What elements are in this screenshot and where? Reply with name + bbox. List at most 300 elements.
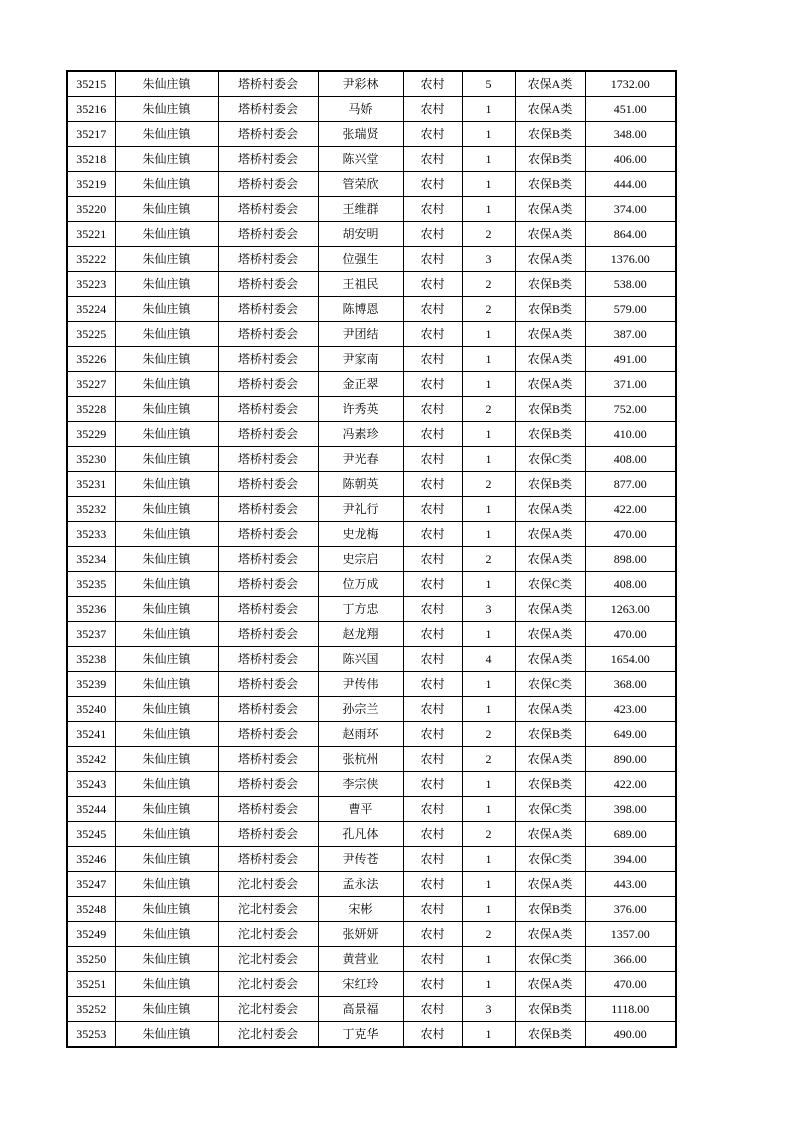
cell-residence-type: 农村 [403, 897, 462, 922]
cell-amount: 1376.00 [585, 247, 676, 272]
table-row [67, 272, 676, 297]
cell-insurance-category: 农保C类 [515, 847, 585, 872]
records-table [66, 70, 677, 1048]
cell-person-name: 赵雨环 [318, 722, 403, 747]
cell-person-name: 许秀英 [318, 397, 403, 422]
cell-residence-type: 农村 [403, 497, 462, 522]
cell-insurance-category: 农保A类 [515, 922, 585, 947]
cell-residence-type: 农村 [403, 572, 462, 597]
cell-residence-type: 农村 [403, 197, 462, 222]
cell-insurance-category: 农保A类 [515, 322, 585, 347]
cell-person-name: 陈兴堂 [318, 147, 403, 172]
cell-residence-type: 农村 [403, 372, 462, 397]
cell-record-id: 35243 [67, 772, 115, 797]
cell-residence-type: 农村 [403, 872, 462, 897]
cell-amount: 422.00 [585, 772, 676, 797]
cell-person-name: 陈朝英 [318, 472, 403, 497]
cell-person-name: 王祖民 [318, 272, 403, 297]
cell-town: 朱仙庄镇 [115, 747, 218, 772]
table-row [67, 547, 676, 572]
cell-record-id: 35218 [67, 147, 115, 172]
cell-town: 朱仙庄镇 [115, 197, 218, 222]
cell-village-committee: 塔桥村委会 [218, 822, 318, 847]
cell-person-name: 王维群 [318, 197, 403, 222]
cell-insurance-category: 农保B类 [515, 997, 585, 1022]
cell-residence-type: 农村 [403, 322, 462, 347]
cell-person-count: 1 [462, 847, 515, 872]
cell-insurance-category: 农保C类 [515, 447, 585, 472]
cell-insurance-category: 农保A类 [515, 697, 585, 722]
cell-person-count: 1 [462, 1022, 515, 1048]
table-row [67, 947, 676, 972]
cell-amount: 1118.00 [585, 997, 676, 1022]
table-row [67, 647, 676, 672]
cell-residence-type: 农村 [403, 797, 462, 822]
cell-person-name: 金正翠 [318, 372, 403, 397]
cell-record-id: 35251 [67, 972, 115, 997]
cell-person-count: 1 [462, 622, 515, 647]
cell-insurance-category: 农保C类 [515, 947, 585, 972]
cell-amount: 579.00 [585, 297, 676, 322]
cell-village-committee: 沱北村委会 [218, 922, 318, 947]
cell-record-id: 35219 [67, 172, 115, 197]
cell-village-committee: 塔桥村委会 [218, 497, 318, 522]
cell-person-name: 陈兴国 [318, 647, 403, 672]
cell-record-id: 35238 [67, 647, 115, 672]
cell-village-committee: 塔桥村委会 [218, 372, 318, 397]
cell-person-name: 尹传苍 [318, 847, 403, 872]
cell-residence-type: 农村 [403, 522, 462, 547]
cell-record-id: 35247 [67, 872, 115, 897]
cell-record-id: 35249 [67, 922, 115, 947]
cell-record-id: 35223 [67, 272, 115, 297]
table-row [67, 172, 676, 197]
cell-record-id: 35252 [67, 997, 115, 1022]
cell-amount: 376.00 [585, 897, 676, 922]
table-row [67, 922, 676, 947]
cell-insurance-category: 农保A类 [515, 647, 585, 672]
cell-person-name: 位万成 [318, 572, 403, 597]
cell-town: 朱仙庄镇 [115, 122, 218, 147]
cell-person-name: 尹传伟 [318, 672, 403, 697]
table-row [67, 797, 676, 822]
cell-town: 朱仙庄镇 [115, 922, 218, 947]
cell-insurance-category: 农保B类 [515, 297, 585, 322]
cell-person-name: 张瑞贤 [318, 122, 403, 147]
cell-person-count: 3 [462, 597, 515, 622]
cell-record-id: 35253 [67, 1022, 115, 1048]
cell-residence-type: 农村 [403, 947, 462, 972]
cell-insurance-category: 农保B类 [515, 1022, 585, 1048]
cell-town: 朱仙庄镇 [115, 71, 218, 97]
cell-person-name: 孟永法 [318, 872, 403, 897]
cell-village-committee: 塔桥村委会 [218, 122, 318, 147]
cell-record-id: 35235 [67, 572, 115, 597]
cell-person-count: 1 [462, 872, 515, 897]
cell-town: 朱仙庄镇 [115, 797, 218, 822]
cell-town: 朱仙庄镇 [115, 322, 218, 347]
cell-village-committee: 塔桥村委会 [218, 322, 318, 347]
cell-amount: 410.00 [585, 422, 676, 447]
cell-record-id: 35250 [67, 947, 115, 972]
cell-town: 朱仙庄镇 [115, 222, 218, 247]
cell-person-count: 1 [462, 422, 515, 447]
cell-residence-type: 农村 [403, 922, 462, 947]
cell-village-committee: 沱北村委会 [218, 947, 318, 972]
cell-person-count: 2 [462, 472, 515, 497]
cell-village-committee: 塔桥村委会 [218, 747, 318, 772]
table-row [67, 622, 676, 647]
cell-person-name: 尹礼行 [318, 497, 403, 522]
cell-town: 朱仙庄镇 [115, 997, 218, 1022]
cell-village-committee: 塔桥村委会 [218, 722, 318, 747]
cell-person-count: 1 [462, 522, 515, 547]
cell-village-committee: 沱北村委会 [218, 872, 318, 897]
table-row [67, 997, 676, 1022]
cell-insurance-category: 农保A类 [515, 372, 585, 397]
cell-insurance-category: 农保B类 [515, 722, 585, 747]
table-row [67, 472, 676, 497]
table-row [67, 422, 676, 447]
cell-insurance-category: 农保A类 [515, 522, 585, 547]
cell-village-committee: 塔桥村委会 [218, 71, 318, 97]
cell-village-committee: 塔桥村委会 [218, 697, 318, 722]
table-row [67, 222, 676, 247]
cell-amount: 890.00 [585, 747, 676, 772]
cell-record-id: 35230 [67, 447, 115, 472]
table-row [67, 822, 676, 847]
cell-record-id: 35226 [67, 347, 115, 372]
cell-amount: 1732.00 [585, 71, 676, 97]
records-tbody [67, 71, 676, 1047]
cell-residence-type: 农村 [403, 747, 462, 772]
cell-residence-type: 农村 [403, 622, 462, 647]
cell-town: 朱仙庄镇 [115, 97, 218, 122]
cell-person-count: 1 [462, 97, 515, 122]
cell-record-id: 35225 [67, 322, 115, 347]
cell-village-committee: 塔桥村委会 [218, 272, 318, 297]
cell-village-committee: 塔桥村委会 [218, 147, 318, 172]
cell-town: 朱仙庄镇 [115, 647, 218, 672]
cell-person-name: 曹平 [318, 797, 403, 822]
cell-person-count: 1 [462, 122, 515, 147]
cell-record-id: 35228 [67, 397, 115, 422]
cell-amount: 470.00 [585, 522, 676, 547]
cell-person-count: 1 [462, 697, 515, 722]
cell-town: 朱仙庄镇 [115, 872, 218, 897]
cell-town: 朱仙庄镇 [115, 947, 218, 972]
cell-person-count: 1 [462, 972, 515, 997]
cell-residence-type: 农村 [403, 1022, 462, 1048]
cell-person-count: 1 [462, 572, 515, 597]
cell-village-committee: 塔桥村委会 [218, 647, 318, 672]
cell-person-count: 3 [462, 997, 515, 1022]
cell-amount: 406.00 [585, 147, 676, 172]
cell-insurance-category: 农保B类 [515, 472, 585, 497]
cell-person-count: 3 [462, 247, 515, 272]
cell-insurance-category: 农保C类 [515, 572, 585, 597]
cell-record-id: 35237 [67, 622, 115, 647]
cell-person-count: 1 [462, 897, 515, 922]
cell-village-committee: 沱北村委会 [218, 972, 318, 997]
cell-insurance-category: 农保B类 [515, 147, 585, 172]
cell-person-count: 1 [462, 447, 515, 472]
cell-insurance-category: 农保B类 [515, 422, 585, 447]
cell-town: 朱仙庄镇 [115, 822, 218, 847]
cell-town: 朱仙庄镇 [115, 347, 218, 372]
cell-person-name: 高景福 [318, 997, 403, 1022]
table-row [67, 397, 676, 422]
cell-village-committee: 塔桥村委会 [218, 772, 318, 797]
cell-insurance-category: 农保B类 [515, 122, 585, 147]
cell-residence-type: 农村 [403, 697, 462, 722]
cell-person-name: 尹团结 [318, 322, 403, 347]
cell-amount: 394.00 [585, 847, 676, 872]
cell-person-name: 陈博恩 [318, 297, 403, 322]
cell-residence-type: 农村 [403, 597, 462, 622]
cell-residence-type: 农村 [403, 347, 462, 372]
cell-person-count: 1 [462, 147, 515, 172]
cell-residence-type: 农村 [403, 122, 462, 147]
table-row [67, 297, 676, 322]
cell-person-count: 2 [462, 272, 515, 297]
cell-amount: 1357.00 [585, 922, 676, 947]
cell-amount: 490.00 [585, 1022, 676, 1048]
cell-record-id: 35215 [67, 71, 115, 97]
cell-town: 朱仙庄镇 [115, 697, 218, 722]
cell-village-committee: 塔桥村委会 [218, 172, 318, 197]
cell-person-name: 史龙梅 [318, 522, 403, 547]
cell-insurance-category: 农保B类 [515, 897, 585, 922]
cell-insurance-category: 农保B类 [515, 272, 585, 297]
cell-residence-type: 农村 [403, 447, 462, 472]
cell-amount: 371.00 [585, 372, 676, 397]
cell-village-committee: 塔桥村委会 [218, 672, 318, 697]
cell-record-id: 35240 [67, 697, 115, 722]
cell-person-name: 尹家南 [318, 347, 403, 372]
cell-village-committee: 塔桥村委会 [218, 622, 318, 647]
cell-amount: 366.00 [585, 947, 676, 972]
cell-amount: 387.00 [585, 322, 676, 347]
cell-town: 朱仙庄镇 [115, 497, 218, 522]
cell-village-committee: 塔桥村委会 [218, 547, 318, 572]
cell-village-committee: 塔桥村委会 [218, 572, 318, 597]
cell-person-name: 位强生 [318, 247, 403, 272]
cell-person-count: 1 [462, 497, 515, 522]
cell-record-id: 35241 [67, 722, 115, 747]
cell-amount: 538.00 [585, 272, 676, 297]
cell-village-committee: 沱北村委会 [218, 1022, 318, 1048]
table-row [67, 722, 676, 747]
cell-village-committee: 塔桥村委会 [218, 397, 318, 422]
cell-amount: 368.00 [585, 672, 676, 697]
cell-amount: 1654.00 [585, 647, 676, 672]
cell-insurance-category: 农保A类 [515, 622, 585, 647]
cell-town: 朱仙庄镇 [115, 972, 218, 997]
cell-person-count: 2 [462, 297, 515, 322]
cell-insurance-category: 农保A类 [515, 247, 585, 272]
cell-person-count: 2 [462, 722, 515, 747]
cell-village-committee: 塔桥村委会 [218, 472, 318, 497]
cell-person-name: 宋红玲 [318, 972, 403, 997]
cell-record-id: 35221 [67, 222, 115, 247]
cell-residence-type: 农村 [403, 722, 462, 747]
cell-record-id: 35234 [67, 547, 115, 572]
cell-record-id: 35242 [67, 747, 115, 772]
cell-residence-type: 农村 [403, 997, 462, 1022]
cell-amount: 408.00 [585, 447, 676, 472]
table-row [67, 497, 676, 522]
cell-record-id: 35217 [67, 122, 115, 147]
cell-town: 朱仙庄镇 [115, 422, 218, 447]
cell-person-name: 丁方忠 [318, 597, 403, 622]
cell-residence-type: 农村 [403, 672, 462, 697]
cell-village-committee: 塔桥村委会 [218, 347, 318, 372]
table-row [67, 71, 676, 97]
cell-town: 朱仙庄镇 [115, 172, 218, 197]
cell-person-name: 丁克华 [318, 1022, 403, 1048]
cell-person-count: 2 [462, 547, 515, 572]
cell-person-count: 2 [462, 922, 515, 947]
cell-person-name: 张妍妍 [318, 922, 403, 947]
cell-record-id: 35222 [67, 247, 115, 272]
cell-residence-type: 农村 [403, 472, 462, 497]
cell-amount: 408.00 [585, 572, 676, 597]
cell-village-committee: 塔桥村委会 [218, 847, 318, 872]
cell-record-id: 35233 [67, 522, 115, 547]
cell-town: 朱仙庄镇 [115, 772, 218, 797]
cell-residence-type: 农村 [403, 172, 462, 197]
cell-insurance-category: 农保A类 [515, 71, 585, 97]
cell-residence-type: 农村 [403, 647, 462, 672]
cell-insurance-category: 农保A类 [515, 347, 585, 372]
cell-insurance-category: 农保B类 [515, 397, 585, 422]
table-row [67, 697, 676, 722]
cell-village-committee: 塔桥村委会 [218, 422, 318, 447]
cell-village-committee: 塔桥村委会 [218, 222, 318, 247]
cell-amount: 470.00 [585, 622, 676, 647]
cell-town: 朱仙庄镇 [115, 397, 218, 422]
cell-insurance-category: 农保A类 [515, 197, 585, 222]
cell-village-committee: 沱北村委会 [218, 997, 318, 1022]
cell-town: 朱仙庄镇 [115, 722, 218, 747]
cell-town: 朱仙庄镇 [115, 372, 218, 397]
cell-insurance-category: 农保A类 [515, 597, 585, 622]
cell-village-committee: 塔桥村委会 [218, 447, 318, 472]
table-row [67, 247, 676, 272]
cell-town: 朱仙庄镇 [115, 297, 218, 322]
cell-residence-type: 农村 [403, 272, 462, 297]
cell-insurance-category: 农保A类 [515, 497, 585, 522]
cell-insurance-category: 农保B类 [515, 172, 585, 197]
cell-amount: 898.00 [585, 547, 676, 572]
cell-amount: 491.00 [585, 347, 676, 372]
cell-person-name: 马娇 [318, 97, 403, 122]
cell-person-name: 黄营业 [318, 947, 403, 972]
cell-person-name: 孔凡体 [318, 822, 403, 847]
cell-town: 朱仙庄镇 [115, 247, 218, 272]
cell-amount: 1263.00 [585, 597, 676, 622]
cell-village-committee: 塔桥村委会 [218, 247, 318, 272]
cell-person-count: 4 [462, 647, 515, 672]
cell-village-committee: 塔桥村委会 [218, 97, 318, 122]
cell-residence-type: 农村 [403, 222, 462, 247]
cell-person-count: 1 [462, 347, 515, 372]
table-row [67, 772, 676, 797]
cell-town: 朱仙庄镇 [115, 897, 218, 922]
cell-amount: 422.00 [585, 497, 676, 522]
cell-village-committee: 塔桥村委会 [218, 597, 318, 622]
cell-record-id: 35220 [67, 197, 115, 222]
cell-person-name: 管荣欣 [318, 172, 403, 197]
table-row [67, 897, 676, 922]
table-row [67, 872, 676, 897]
cell-record-id: 35216 [67, 97, 115, 122]
cell-residence-type: 农村 [403, 547, 462, 572]
cell-insurance-category: 农保A类 [515, 97, 585, 122]
cell-record-id: 35227 [67, 372, 115, 397]
cell-town: 朱仙庄镇 [115, 672, 218, 697]
cell-record-id: 35229 [67, 422, 115, 447]
cell-person-name: 史宗启 [318, 547, 403, 572]
cell-record-id: 35231 [67, 472, 115, 497]
cell-person-name: 赵龙翔 [318, 622, 403, 647]
cell-person-name: 尹彩林 [318, 71, 403, 97]
cell-person-count: 2 [462, 222, 515, 247]
cell-amount: 423.00 [585, 697, 676, 722]
cell-amount: 444.00 [585, 172, 676, 197]
cell-village-committee: 塔桥村委会 [218, 797, 318, 822]
table-row [67, 1022, 676, 1048]
cell-village-committee: 沱北村委会 [218, 897, 318, 922]
table-row [67, 597, 676, 622]
cell-person-name: 孙宗兰 [318, 697, 403, 722]
cell-record-id: 35245 [67, 822, 115, 847]
cell-residence-type: 农村 [403, 422, 462, 447]
cell-residence-type: 农村 [403, 247, 462, 272]
cell-person-name: 李宗侠 [318, 772, 403, 797]
cell-village-committee: 塔桥村委会 [218, 197, 318, 222]
cell-insurance-category: 农保A类 [515, 547, 585, 572]
table-row [67, 197, 676, 222]
cell-person-count: 1 [462, 797, 515, 822]
cell-town: 朱仙庄镇 [115, 622, 218, 647]
cell-amount: 348.00 [585, 122, 676, 147]
table-row [67, 522, 676, 547]
cell-amount: 398.00 [585, 797, 676, 822]
cell-amount: 752.00 [585, 397, 676, 422]
cell-amount: 877.00 [585, 472, 676, 497]
cell-town: 朱仙庄镇 [115, 597, 218, 622]
cell-insurance-category: 农保A类 [515, 222, 585, 247]
cell-residence-type: 农村 [403, 147, 462, 172]
cell-person-count: 2 [462, 822, 515, 847]
table-row [67, 447, 676, 472]
cell-town: 朱仙庄镇 [115, 522, 218, 547]
cell-person-count: 2 [462, 747, 515, 772]
cell-town: 朱仙庄镇 [115, 1022, 218, 1048]
cell-residence-type: 农村 [403, 97, 462, 122]
cell-person-count: 2 [462, 397, 515, 422]
cell-record-id: 35244 [67, 797, 115, 822]
table-row [67, 572, 676, 597]
table-row [67, 97, 676, 122]
cell-record-id: 35239 [67, 672, 115, 697]
cell-amount: 374.00 [585, 197, 676, 222]
cell-residence-type: 农村 [403, 772, 462, 797]
table-row [67, 847, 676, 872]
table-row [67, 147, 676, 172]
